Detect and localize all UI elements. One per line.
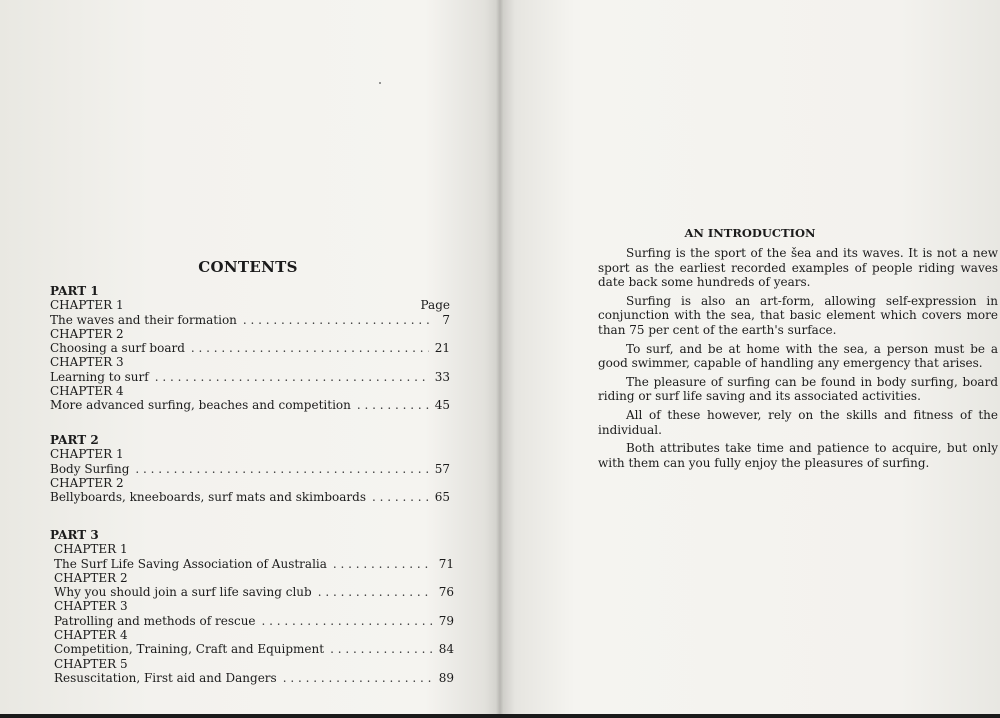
introduction-title: AN INTRODUCTION <box>684 226 816 240</box>
dot-leader <box>155 370 429 384</box>
dot-leader <box>243 313 430 327</box>
toc-entry <box>50 398 450 412</box>
intro-paragraph: The pleasure of surfing can be found in body surfing, board riding or surf life saving and its associated activities. <box>598 374 998 404</box>
dot-leader <box>333 557 433 571</box>
chapter-title: Patrolling and methods of rescue <box>54 613 256 628</box>
chapter-title: Bellyboards, kneeboards, surf mats and skimboards <box>50 490 366 505</box>
part-heading: PART 1 <box>50 284 99 298</box>
intro-paragraph: All of these however, rely on the skills and fitness of the individual. <box>598 407 998 437</box>
chapter-label: CHAPTER 1 <box>50 298 124 313</box>
page-number: 79 <box>438 613 454 628</box>
chapter-label: CHAPTER 2 <box>50 475 124 490</box>
toc-entry <box>50 341 450 355</box>
chapter-title: Choosing a surf board <box>50 341 185 356</box>
dot-leader <box>357 398 429 412</box>
dot-leader <box>318 585 433 599</box>
chapter-title: Competition, Training, Craft and Equipment <box>54 642 325 657</box>
page-number: 84 <box>438 642 454 657</box>
chapter-title: Resuscitation, First aid and Dangers <box>54 670 277 685</box>
dot-leader <box>262 614 433 628</box>
chapter-label: CHAPTER 1 <box>50 447 124 462</box>
page-number: 21 <box>434 341 450 356</box>
toc-entry <box>50 557 454 571</box>
toc-entry <box>50 585 454 599</box>
contents-title: CONTENTS <box>198 258 298 276</box>
chapter-label-row <box>50 298 450 312</box>
part-heading: PART 2 <box>50 433 99 447</box>
toc-part-3 <box>50 528 454 685</box>
chapter-label: CHAPTER 4 <box>54 628 128 643</box>
toc-entry <box>50 614 454 628</box>
dot-leader <box>283 671 433 685</box>
intro-paragraph: Surfing is also an art-form, allowing self-expression in conjunction with the sea, that basic element which covers more than 75 per cent of the earth's surface. <box>598 293 998 337</box>
book-gutter <box>496 0 504 718</box>
toc-entry <box>50 490 450 504</box>
page-number: 7 <box>442 312 450 327</box>
part-heading: PART 3 <box>50 528 99 542</box>
chapter-label: CHAPTER 5 <box>54 656 128 671</box>
intro-paragraph: Both attributes take time and patience to acquire, but only with them can you fully enjoy the pleasures of surfing. <box>598 441 998 470</box>
dot-leader <box>191 341 429 355</box>
toc-entry <box>50 313 450 327</box>
page-number: 57 <box>434 461 450 476</box>
toc-entry <box>50 370 450 384</box>
toc-entry <box>50 642 454 656</box>
chapter-label: CHAPTER 3 <box>50 355 124 370</box>
toc-entry <box>50 671 454 685</box>
chapter-title: Learning to surf <box>50 369 149 384</box>
page-column-header: Page <box>420 298 450 313</box>
toc-entry <box>50 462 450 476</box>
scan-bottom-edge <box>0 714 1000 718</box>
page-number: 45 <box>434 398 450 413</box>
chapter-title: The waves and their formation <box>50 312 237 327</box>
page-number: 89 <box>438 670 454 685</box>
chapter-title: The Surf Life Saving Association of Australia <box>54 556 327 571</box>
dot-leader <box>372 490 429 504</box>
chapter-title: Body Surfing <box>50 461 130 476</box>
chapter-label: CHAPTER 2 <box>50 326 124 341</box>
chapter-title: Why you should join a surf life saving club <box>54 585 312 600</box>
introduction-body <box>598 246 998 474</box>
dot-leader <box>135 462 428 476</box>
dot-leader <box>330 642 433 656</box>
chapter-label: CHAPTER 3 <box>54 599 128 614</box>
page-number: 65 <box>434 490 450 505</box>
toc-part-1 <box>50 284 450 413</box>
intro-paragraph: To surf, and be at home with the sea, a person must be a good swimmer, capable of handling any emergency that arises. <box>598 341 998 371</box>
page-number: 76 <box>438 585 454 600</box>
page-number: 33 <box>434 369 450 384</box>
chapter-label: CHAPTER 4 <box>50 384 124 399</box>
toc-part-2 <box>50 433 450 504</box>
chapter-label: CHAPTER 2 <box>54 570 128 585</box>
page-number: 71 <box>438 556 454 571</box>
chapter-title: More advanced surfing, beaches and competition <box>50 398 351 413</box>
intro-paragraph: Surfing is the sport of the šea and its waves. It is not a new sport as the earliest recorded examples of people riding waves date back some hundreds of years. <box>598 246 998 290</box>
paper-speck <box>379 82 381 84</box>
chapter-label: CHAPTER 1 <box>54 542 128 557</box>
